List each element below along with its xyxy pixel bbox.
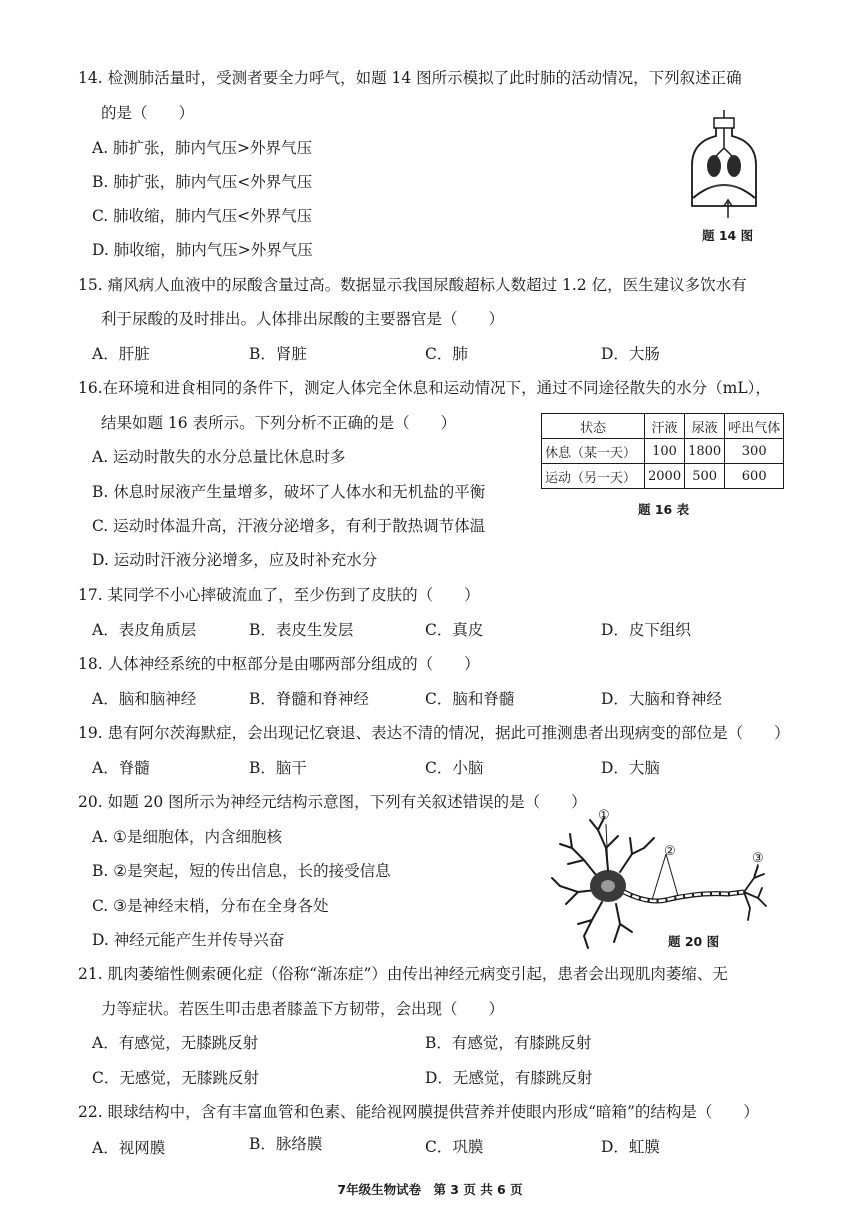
neuron-label-3: ③ [752,851,764,866]
q14-option-c: C. 肺收缩，肺内气压<外界气压 [92,207,313,225]
table-cell: 300 [725,439,784,464]
q14-option-b: B. 肺扩张，肺内气压<外界气压 [92,173,313,191]
q21-option-a: A．有感觉，无膝跳反射 [92,1034,259,1052]
table-cell: 1800 [685,439,725,464]
q16-stem-line2: 结果如题 16 表所示。下列分析不正确的是（ ） [101,414,457,432]
q22-stem: 22. 眼球结构中，含有丰富血管和色素、能给视网膜提供营养并使眼内形成“暗箱”的结构是（ ） [78,1103,759,1121]
table-row [542,464,784,489]
q14-stem-line2: 的是（ ） [101,104,195,122]
q21-stem-line2: 力等症状。若医生叩击患者膝盖下方韧带，会出现（ ） [101,1000,505,1018]
q22-option-d: D．虹膜 [601,1138,660,1156]
q17-option-a: A．表皮角质层 [92,621,197,639]
q15-stem-line2: 利于尿酸的及时排出。人体排出尿酸的主要器官是（ ） [101,310,505,328]
q20-option-c: C. ③是神经末梢，分布在全身各处 [92,897,329,915]
q21-stem-line1: 21. 肌肉萎缩性侧索硬化症（俗称“渐冻症”）由传出神经元病变引起，患者会出现肌肉萎缩、无 [78,965,728,983]
neuron-label-2: ② [664,844,676,859]
neuron-structure-figure [548,808,770,952]
q17-option-b: B．表皮生发层 [249,621,354,639]
q19-option-c: C．小脑 [425,759,484,777]
table-header-cell: 尿液 [685,414,725,439]
q22-option-c: C．巩膜 [425,1138,484,1156]
q19-option-a: A．脊髓 [92,759,150,777]
q15-option-d: D．大肠 [601,345,660,363]
q14-option-d: D. 肺收缩，肺内气压>外界气压 [92,241,313,259]
table-cell: 运动（另一天） [542,464,645,489]
q14-option-a: A. 肺扩张，肺内气压>外界气压 [92,139,313,157]
q15-option-b: B．肾脏 [249,345,307,363]
q17-option-c: C．真皮 [425,621,484,639]
q16-table-caption: 题 16 表 [638,502,690,517]
bell-jar-lung-model-figure [686,110,762,222]
q18-option-d: D．大脑和脊神经 [601,690,722,708]
q16-option-d: D. 运动时汗液分泌增多，应及时补充水分 [92,551,378,569]
q16-data-table [541,413,784,489]
q18-option-c: C．脑和脊髓 [425,690,515,708]
table-header-row [542,414,784,439]
table-header-cell: 汗液 [645,414,685,439]
q15-option-c: C．肺 [425,345,468,363]
q16-stem-line1: 16.在环境和进食相同的条件下，测定人体完全休息和运动情况下，通过不同途径散失的水分（mL）， [78,379,771,397]
table-header-cell: 状态 [542,414,645,439]
q18-option-a: A．脑和脑神经 [92,690,197,708]
q17-stem: 17. 某同学不小心摔破流血了，至少伤到了皮肤的（ ） [78,586,480,604]
table-cell: 600 [725,464,784,489]
q22-option-a: A．视网膜 [92,1139,166,1157]
q20-option-a: A. ①是细胞体，内含细胞核 [92,828,282,846]
q20-stem: 20. 如题 20 图所示为神经元结构示意图，下列有关叙述错误的是（ ） [78,793,587,811]
neuron-label-1: ① [598,808,610,823]
q21-option-c: C．无感觉，无膝跳反射 [92,1069,259,1087]
q16-option-b: B. 休息时尿液产生量增多，破坏了人体水和无机盐的平衡 [92,483,486,501]
table-cell: 500 [685,464,725,489]
q17-option-d: D．皮下组织 [601,621,691,639]
q19-option-b: B．脑干 [249,759,307,777]
table-cell: 100 [645,439,685,464]
q15-stem-line1: 15. 痛风病人血液中的尿酸含量过高。数据显示我国尿酸超标人数超过 1.2 亿，医生建议多饮水有 [78,276,747,294]
q18-option-b: B．脊髓和脊神经 [249,690,369,708]
q20-option-d: D. 神经元能产生并传导兴奋 [92,931,285,949]
q19-stem: 19. 患有阿尔茨海默症，会出现记忆衰退、表达不清的情况，据此可推测患者出现病变的部位是（ ） [78,724,790,742]
q22-option-b: B．脉络膜 [249,1135,323,1153]
q20-figure-caption: 题 20 图 [668,934,720,949]
q21-option-b: B．有感觉，有膝跳反射 [425,1034,592,1052]
page-footer [0,1180,860,1198]
q19-option-d: D．大脑 [601,759,660,777]
q16-option-c: C. 运动时体温升高，汗液分泌增多，有利于散热调节体温 [92,517,486,535]
q16-option-a: A. 运动时散失的水分总量比休息时多 [92,448,346,466]
table-cell: 2000 [645,464,685,489]
q21-option-d: D．无感觉，有膝跳反射 [425,1069,593,1087]
table-row [542,439,784,464]
q18-stem: 18. 人体神经系统的中枢部分是由哪两部分组成的（ ） [78,655,480,673]
table-header-cell: 呼出气体 [725,414,784,439]
q15-option-a: A．肝脏 [92,345,150,363]
q20-option-b: B. ②是突起，短的传出信息，长的接受信息 [92,862,391,880]
q14-stem-line1: 14. 检测肺活量时，受测者要全力呼气，如题 14 图所示模拟了此时肺的活动情况，下列叙述正确 [78,69,742,87]
q14-figure-caption: 题 14 图 [702,228,754,243]
exam-title: 7年级生物试卷 [337,1182,422,1197]
page-number: 第 3 页 共 6 页 [433,1182,523,1197]
table-cell: 休息（某一天） [542,439,645,464]
